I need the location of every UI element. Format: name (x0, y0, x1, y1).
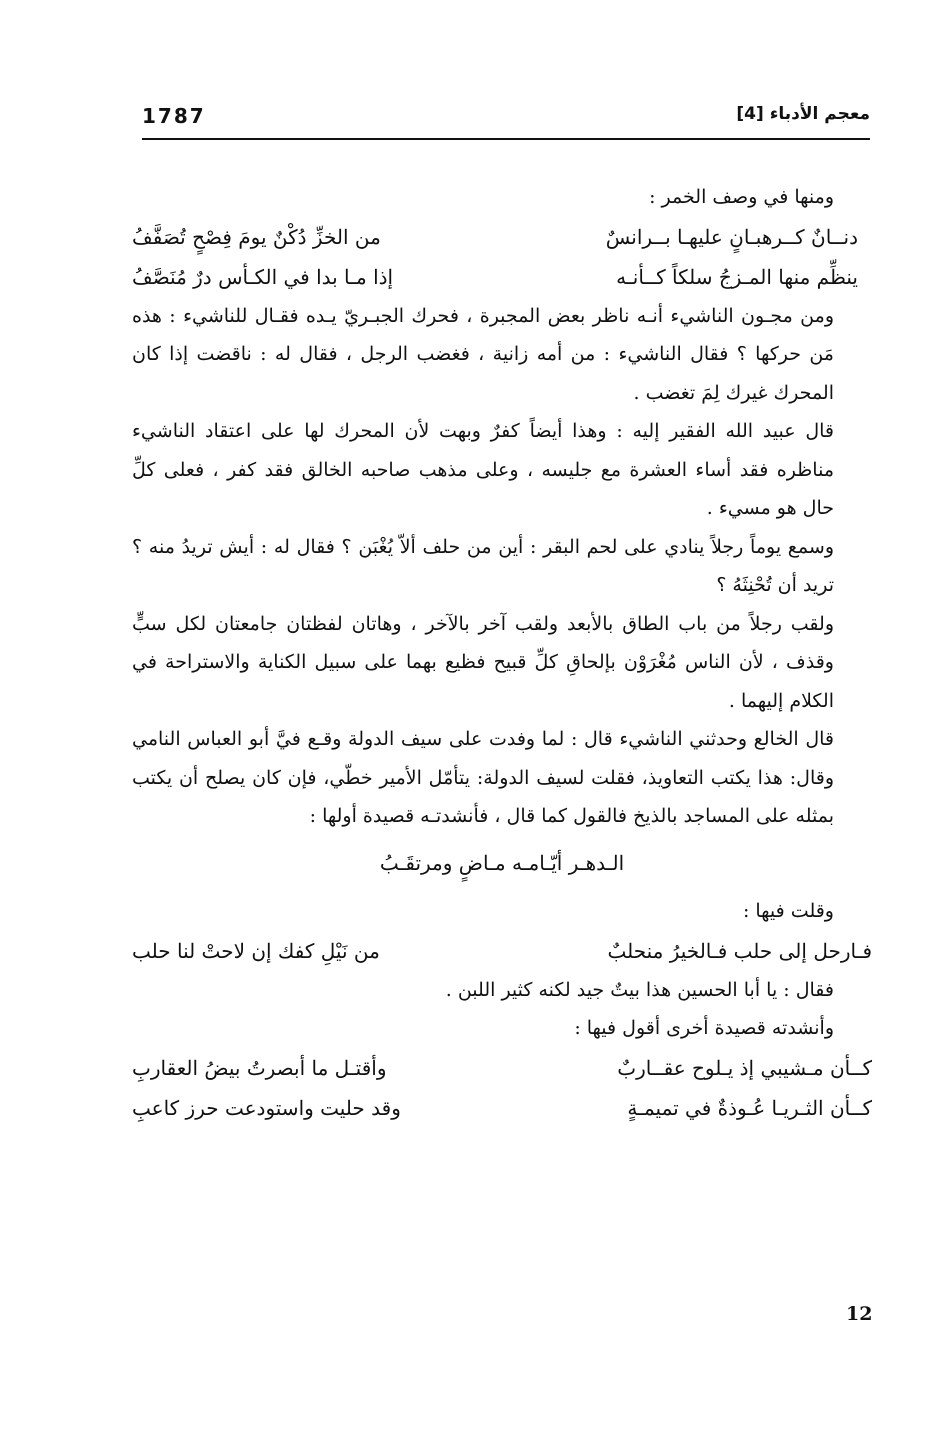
page-header (142, 98, 870, 138)
paragraph: وسمع يوماً رجلاً ينادي على لحم البقر : أين من حلف ألاّ يُغْبَن ؟ فقال له : أيش تريدُ منه ؟ تريد أن تُحْنِثَهُ ؟ (132, 535, 834, 596)
verse-line (132, 217, 872, 257)
running-title: معجم الأدباء [4] (736, 104, 870, 124)
verse-line (132, 931, 872, 971)
verse-hemistich: دنــانٌ كــرهبـانٍ عليهـا بــرانسٌ (605, 224, 858, 249)
text-line: وقلت فيها : (742, 900, 834, 922)
verse-line (132, 257, 872, 297)
text-line: وأنشدته قصيدة أخرى أقول فيها : (574, 1017, 834, 1039)
verse-line (132, 1088, 872, 1128)
verse-hemistich: وأقتـل ما أبصرتُ بيضُ العقاربِ (132, 1055, 387, 1080)
paragraph: ولقب رجلاً من باب الطاق بالأبعد ولقب آخر بالآخر ، وهاتان لفظتان جامعتان لكل سبٍّ وقذف ، لأن الناس مُغْرَوْن بإلحاقِ كلِّ قبيح فظيع بهما على سبيل الكناية والاستراحة في الكلام إليهما . (132, 612, 834, 712)
header-rule (142, 138, 870, 140)
verse-hemistich: من نَيْلِ كفك إن لاحتْ لنا حلب (132, 938, 380, 963)
intro-line: ومنها في وصف الخمر : (649, 186, 834, 208)
verse-hemistich: من الخزِّ دُكْنٌ يومَ فِصْحٍ تُصَفَّفُ (132, 224, 381, 249)
centered-verse: الـدهـر أيّـامـه مـاضٍ ومرتقَـبُ (379, 850, 625, 875)
text-line: فقال : يا أبا الحسين هذا بيتٌ جيد لكنه كثير اللبن . (445, 978, 834, 1001)
page-number: 1787 (142, 104, 206, 128)
folio-number: 12 (846, 1303, 873, 1325)
verse-hemistich: كــأن الثـريـا عُـوذةٌ في تميمـةٍ (627, 1095, 872, 1120)
verse-hemistich: كــأن مـشيبي إذ يـلوح عقــاربٌ (617, 1055, 872, 1080)
verse-line (132, 1048, 872, 1088)
paragraph: قال عبيد الله الفقير إليه : وهذا أيضاً كفرٌ وبهت لأن المحرك لها على اعتقاد الناشيء مناظره فقد أساء العشرة مع جليسه ، وعلى مذهب صاحبه الخالق فقد كفر ، فعلى كلِّ حال هو مسيء . (132, 420, 834, 519)
verse-hemistich: وقد حليت واستودعت حرز كاعبِ (132, 1095, 401, 1120)
verse-hemistich: إذا مـا بدا في الكـأس درٌ مُنَصَّفُ (132, 264, 394, 289)
page-body (132, 178, 872, 1128)
paragraph: قال الخالع وحدثني الناشيء قال : لما وفدت على سيف الدولة وقـع فيَّ أبو العباس النامي وقال: هذا يكتب التعاويذ، فقلت لسيف الدولة: يتأمّل الأمير خطّي، فإن كان يصلح أن يكتب بمثله على المساجد بالذيخ فالقول كما قال ، فأنشدتـه قصيدة أولها : (132, 728, 834, 827)
verse-hemistich: ينظِّم منها المـزجُ سلكاً كــأنـه (616, 264, 858, 289)
verse-hemistich: فـارحل إلى حلب فـالخيرُ منحلبٌ (607, 938, 872, 963)
paragraph: ومن مجـون الناشيء أنـه ناظر بعض المجبرة ، فحرك الجبـريّ يـده فقـال للناشيء : هذه مَن حركها ؟ فقال الناشيء : من أمه زانية ، فغضب الرجل ، فقال له : ناقضت إذا كان المحرك غيرك لِمَ تغضب . (132, 304, 834, 404)
